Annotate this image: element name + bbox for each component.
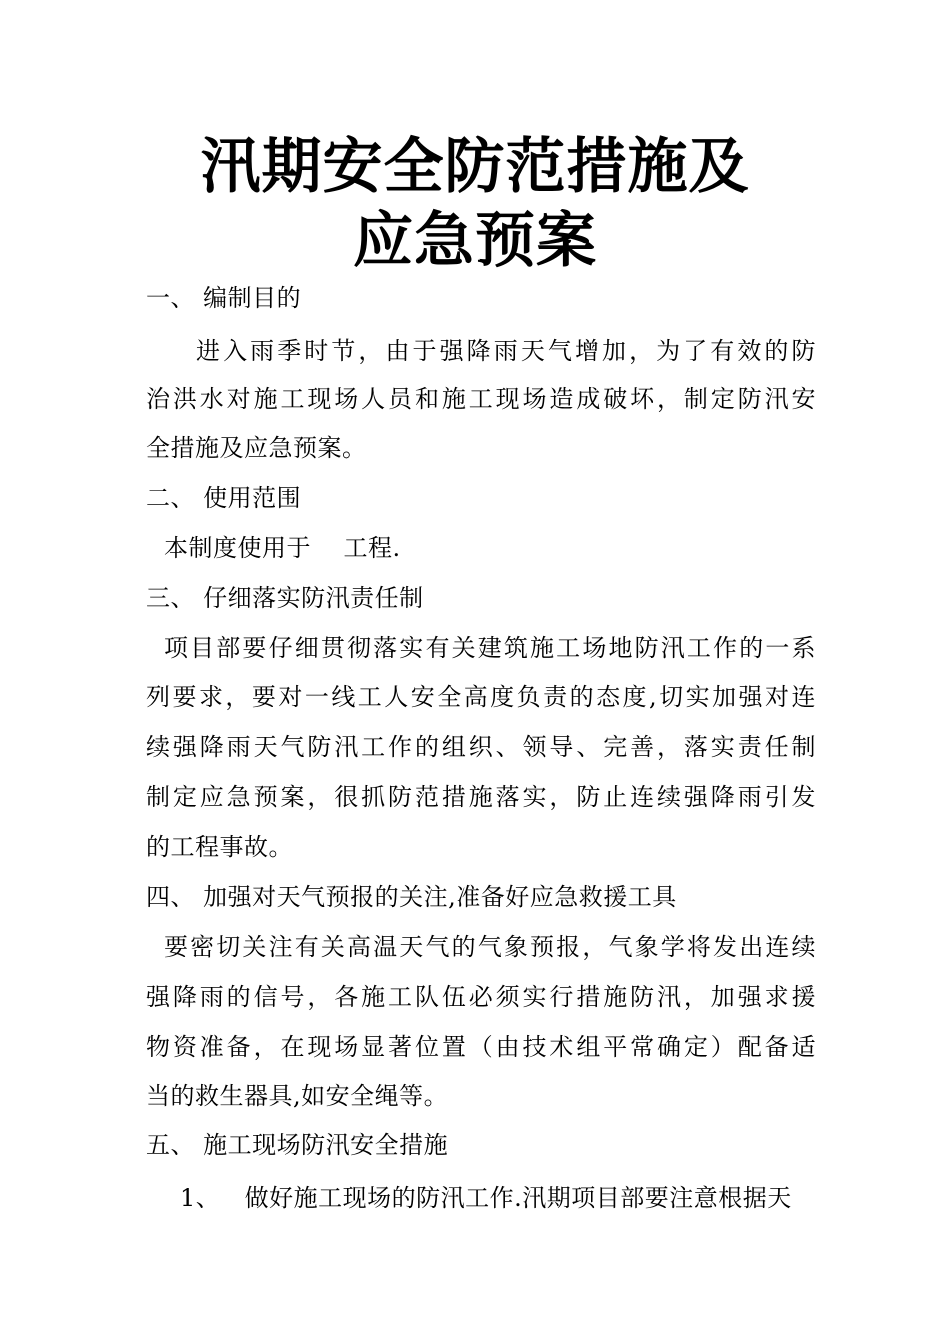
- section-4-heading: 四、 加强对天气预报的关注,准备好应急救援工具: [146, 883, 677, 911]
- section-3-paragraph-line: 项目部要仔细贯彻落实有关建筑施工场地防汛工作的一系: [164, 634, 816, 662]
- section-3-paragraph-line: 的工程事故。: [146, 833, 293, 861]
- document-title-line-2: 应急预案: [353, 206, 597, 276]
- section-1-paragraph-line: 进入雨季时节，由于强降雨天气增加，为了有效的防: [196, 337, 816, 365]
- section-4-paragraph-line: 强降雨的信号，各施工队伍必须实行措施防汛，加强求援: [146, 983, 816, 1011]
- section-3-paragraph-line: 列要求，要对一线工人安全高度负责的态度,切实加强对连: [146, 683, 816, 711]
- section-1-heading: 一、 编制目的: [146, 284, 302, 312]
- document-title-line-1: 汛期安全防范措施及: [200, 132, 750, 202]
- section-4-paragraph-line: 要密切关注有关高温天气的气象预报，气象学将发出连续: [164, 933, 816, 961]
- section-2-paragraph-line: 本制度使用于 工程.: [164, 534, 401, 562]
- section-1-paragraph-line: 治洪水对施工现场人员和施工现场造成破坏，制定防汛安: [146, 385, 816, 413]
- section-4-paragraph-line: 物资准备，在现场显著位置（由技术组平常确定）配备适: [146, 1033, 816, 1061]
- section-5-item-1: 1、 做好施工现场的防汛工作.汛期项目部要注意根据天: [180, 1184, 792, 1212]
- section-2-heading: 二、 使用范围: [146, 484, 302, 512]
- section-3-paragraph-line: 续强降雨天气防汛工作的组织、领导、完善，落实责任制: [146, 733, 816, 761]
- section-5-heading: 五、 施工现场防汛安全措施: [146, 1131, 449, 1159]
- section-4-paragraph-line: 当的救生器具,如安全绳等。: [146, 1082, 449, 1110]
- section-3-heading: 三、 仔细落实防汛责任制: [146, 584, 424, 612]
- section-3-paragraph-line: 制定应急预案，很抓防范措施落实，防止连续强降雨引发: [146, 783, 816, 811]
- section-1-paragraph-line: 全措施及应急预案。: [146, 434, 367, 462]
